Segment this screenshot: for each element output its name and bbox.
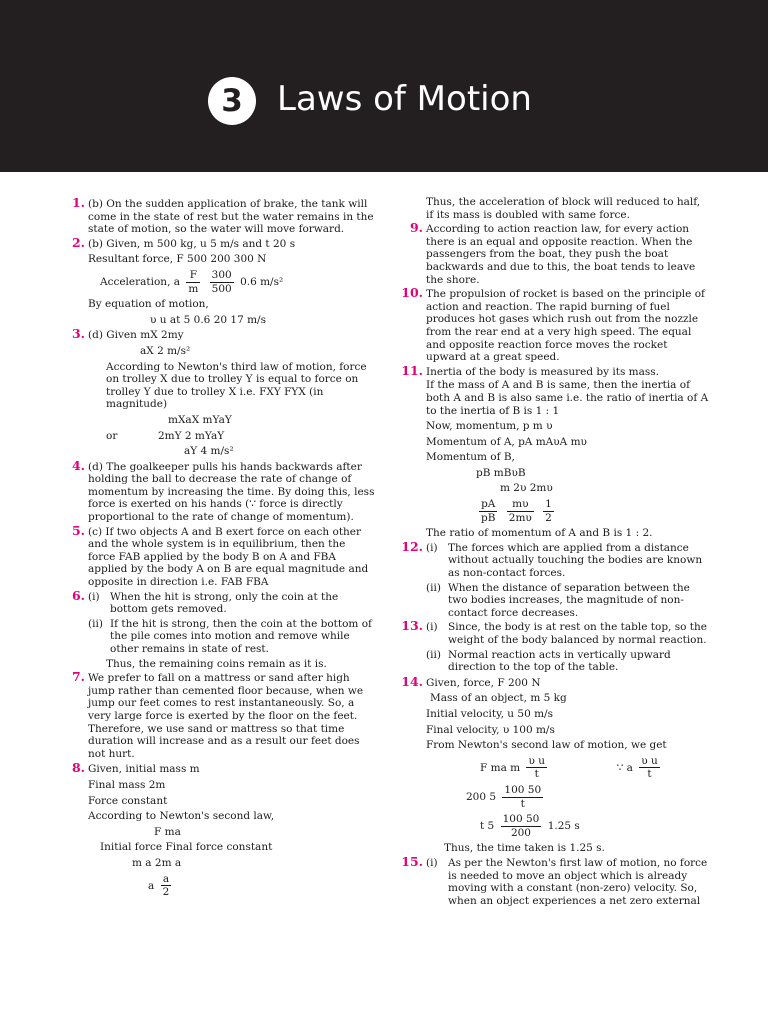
chapter-title: Laws of Motion — [277, 79, 532, 119]
equation: m a 2m a — [132, 856, 182, 869]
sub-label: (ii) — [426, 581, 441, 594]
sub-point — [426, 542, 709, 580]
answer-text: We prefer to fall on a mattress or sand after high jump rather than cemented floor because, when we jump our feet comes to rest instantaneously. So, a very large force is exerted by the floor on the feet. Therefore, we use sand or mattress so that time duration will increase and as a result our feet does not hurt. — [88, 672, 364, 760]
answer-number: 12. — [401, 538, 423, 554]
equation: m 2υ 2mυ — [500, 482, 553, 495]
given-line: Mass of an object, m 5 kg — [430, 692, 567, 705]
given-line: Final mass 2m — [88, 778, 166, 791]
equation: Momentum of B, — [426, 451, 515, 464]
acceleration-line — [88, 269, 375, 295]
sub-point — [426, 857, 709, 907]
given-line: aX 2 m/s² — [140, 344, 191, 357]
sub-text: As per the Newton's first law of motion, no force is needed to move an object which is already moving with a constant (non-zero) velocity. So, when an object experiences a net zero external — [448, 856, 708, 907]
given-line: Force constant — [88, 794, 168, 807]
given-line: (b) Given, m 500 kg, u 5 m/s and t 20 s — [88, 237, 296, 250]
answer-15 — [401, 853, 709, 907]
equation-text: 200 5 — [466, 791, 497, 804]
fraction: $\frac{pA}{pB}$ — [481, 498, 496, 524]
equation — [426, 784, 709, 810]
answer-number: 8. — [71, 760, 85, 776]
answer-13 — [401, 618, 709, 674]
equation-text: 2mY 2 mYaY — [158, 429, 225, 442]
answer-number: 5. — [71, 522, 85, 538]
equation: Now, momentum, p m υ — [426, 420, 553, 433]
equation — [426, 813, 709, 839]
answer-5 — [71, 522, 375, 589]
given-line: Final velocity, υ 100 m/s — [426, 723, 555, 736]
sub-text: The forces which are applied from a distance without actually touching the bodies are known as non-contact forces. — [448, 541, 703, 580]
answer-text: According to Newton's third law of motion, force on trolley X due to trolley Y is equal to force on trolley Y due to trolley X i.e. FXY FYX (in magnitude) — [106, 360, 367, 411]
given-line: Initial velocity, u 50 m/s — [426, 707, 553, 720]
sub-label: (i) — [426, 856, 438, 869]
answer-number: 7. — [71, 669, 85, 685]
equation-label: By equation of motion, — [88, 298, 209, 311]
acceleration-label: Acceleration, a — [100, 276, 181, 289]
chapter-header — [0, 0, 768, 172]
answer-text: (b) On the sudden application of brake, the tank will come in the state of rest but the water remains in the state of motion, so the water will move forward. — [88, 198, 374, 236]
answer-2 — [71, 234, 375, 327]
equation-text: ∵ a — [616, 761, 633, 774]
equation — [88, 430, 375, 443]
sub-label: (i) — [426, 541, 438, 554]
sub-label: (ii) — [88, 617, 103, 630]
answer-number: 11. — [401, 362, 423, 378]
answer-text: Thus, the acceleration of block will reduced to half, if its mass is doubled with same force. — [426, 196, 701, 221]
sub-point — [88, 591, 375, 616]
sub-text: When the distance of separation between the two bodies increases, the magnitude of non-contact force decreases. — [448, 581, 690, 619]
answer-number: 13. — [401, 618, 423, 634]
answer-12 — [401, 538, 709, 620]
given-line: Given, initial mass m — [88, 763, 200, 776]
given-line: Given, force, F 200 N — [426, 676, 541, 689]
answer-number: 2. — [71, 234, 85, 250]
conclusion: Thus, the remaining coins remain as it is. — [106, 657, 327, 670]
equation: Momentum of A, pA mAυA mυ — [426, 435, 587, 448]
fraction: $\frac{300}{500}$ — [211, 268, 232, 295]
fraction: $\frac{a}{2}$ — [162, 872, 170, 899]
answer-number: 4. — [71, 457, 85, 473]
answer-number: 3. — [71, 326, 85, 342]
conclusion: Thus, the time taken is 1.25 s. — [444, 842, 605, 855]
answer-text: If the mass of A and B is same, then the inertia of both A and B is also same i.e. the ratio of inertia of A to the inertia of B is 1 : 1 — [426, 379, 709, 417]
answer-number: 14. — [401, 673, 423, 689]
answer-14 — [401, 673, 709, 855]
equation: mXaX mYaY — [168, 413, 232, 426]
answer-number: 1. — [71, 195, 85, 210]
answer-text: The propulsion of rocket is based on the principle of action and reaction. The rapid burning of fuel produces hot gases which rush out from the nozzle from the rear end at a very high speed. The equal and opposite reaction force moves the rocket upward at a great speed. — [426, 288, 705, 364]
answer-6 — [71, 587, 375, 671]
equation-text: a — [148, 879, 155, 892]
answer-9 — [409, 220, 709, 286]
fraction: $\frac{\text{υ u}}{t}$ — [528, 754, 545, 781]
equation: Initial force Final force constant — [100, 841, 273, 854]
given-line: (d) Given mX 2my — [88, 329, 184, 342]
sub-label: (i) — [88, 590, 100, 603]
sub-text: When the hit is strong, only the coin at the bottom gets removed. — [110, 590, 339, 616]
answer-number: 9. — [409, 220, 423, 236]
answer-4 — [71, 457, 375, 524]
answer-text: Inertia of the body is measured by its mass. — [426, 365, 660, 378]
answer-8 — [71, 760, 375, 899]
equation: aY 4 m/s² — [184, 445, 234, 458]
answer-10 — [401, 285, 709, 364]
sub-label: (ii) — [426, 648, 441, 661]
or-label: or — [106, 429, 118, 442]
sub-point — [426, 582, 709, 620]
answer-text: (d) The goalkeeper pulls his hands backwards after holding the ball to decrease the rate of change of momentum by increasing the time. By doing this, less force is exerted on his hands (∵ force is directly proportional to the rate of change of momentum). — [88, 460, 375, 524]
sub-text: Since, the body is at rest on the table top, so the weight of the body balanced by normal reaction. — [448, 621, 707, 646]
answer-8-continued — [409, 196, 709, 221]
left-column — [71, 195, 375, 902]
answer-number: 15. — [401, 853, 423, 869]
answer-text: The ratio of momentum of A and B is 1 : 2. — [426, 527, 653, 540]
chapter-number-badge: 3 — [208, 77, 256, 125]
equation — [426, 498, 709, 524]
sub-text: If the hit is strong, then the coin at the bottom of the pile comes into motion and remove while other remains in state of rest. — [110, 617, 372, 655]
equation: υ u at 5 0.6 20 17 m/s — [150, 313, 266, 326]
fraction: $\frac{1}{2}$ — [545, 498, 552, 524]
answer-3 — [71, 326, 375, 458]
sub-text: Normal reaction acts in vertically upward direction to the top of the table. — [448, 648, 671, 674]
equation-text: 1.25 s — [547, 820, 580, 833]
sub-point — [88, 618, 375, 656]
answer-text: According to action reaction law, for every action there is an equal and opposite reaction. When the passengers from the boat, they push the boat backwards and due to this, the boat tends to leave the shore. — [426, 223, 696, 286]
fraction: $\frac{100 50}{200}$ — [502, 813, 540, 839]
equation: F ma — [154, 825, 181, 838]
sub-point — [426, 649, 709, 674]
answer-7 — [71, 669, 375, 760]
answer-text: (c) If two objects A and B exert force on each other and the whole system is in equilibrium, then the force FAB applied by the body B on A and FBA applied by the body A on B are equal magnitude and opposite in direction i.e. FAB FBA — [88, 525, 369, 589]
law-line: According to Newton's second law, — [88, 810, 275, 823]
equation: pB mBυB — [476, 466, 526, 479]
equation-text: F ma m — [480, 761, 521, 774]
answer-11 — [401, 362, 709, 540]
equation — [426, 755, 709, 781]
right-column — [401, 196, 709, 909]
sub-point — [426, 621, 709, 646]
force-line: Resultant force, F 500 200 300 N — [88, 253, 267, 266]
law-line: From Newton's second law of motion, we get — [426, 739, 667, 752]
answer-number: 6. — [71, 587, 85, 603]
fraction: $\frac{m\upsilon}{2m\upsilon}$ — [508, 498, 532, 524]
equation — [88, 873, 375, 899]
acceleration-value: 0.6 m/s² — [240, 276, 284, 289]
answer-1 — [71, 195, 375, 236]
fraction: $\frac{100 50}{t}$ — [504, 783, 542, 810]
equation-text: t 5 — [480, 820, 495, 833]
fraction: $\frac{F}{m}$ — [188, 268, 199, 295]
sub-label: (i) — [426, 621, 438, 634]
fraction: $\frac{\text{υ u}}{t}$ — [641, 754, 658, 781]
answer-number: 10. — [401, 285, 423, 301]
